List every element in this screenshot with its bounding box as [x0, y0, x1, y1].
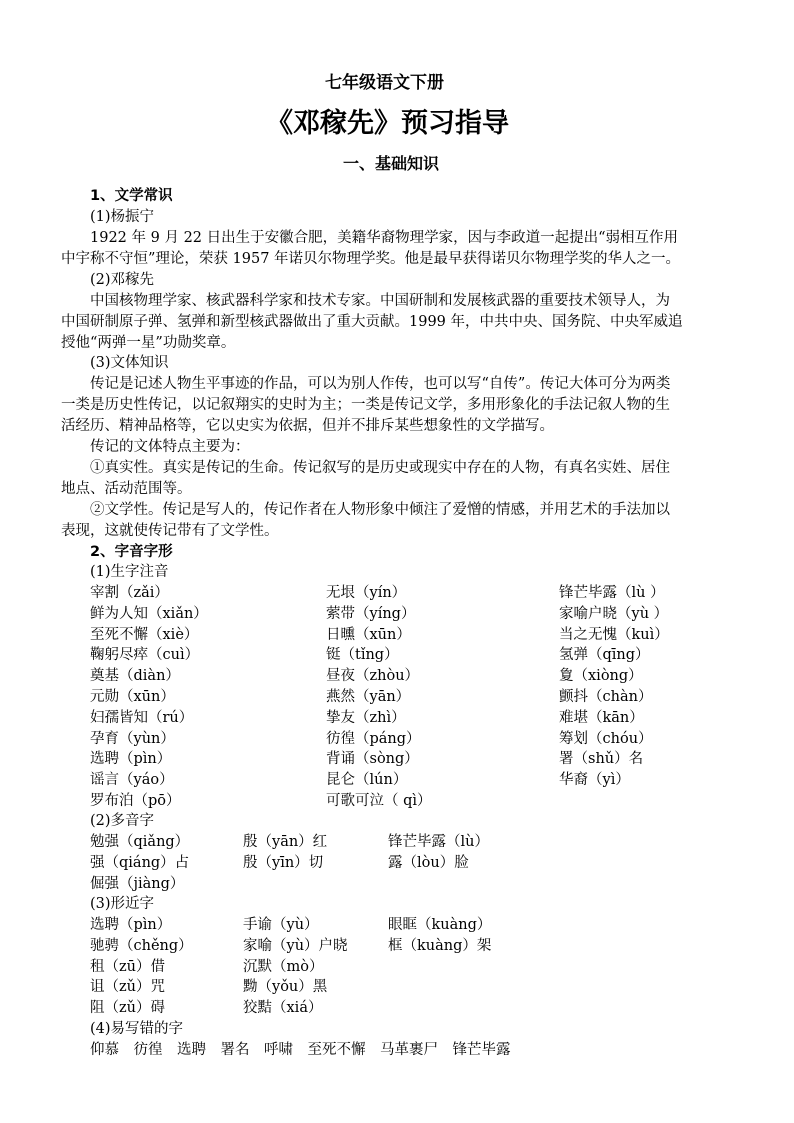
- word-entry: 眼眶（kuàng）: [388, 917, 492, 933]
- word-entry: 无垠（yín）: [326, 585, 407, 601]
- word-entry: 锋芒毕露（lù）: [388, 834, 489, 850]
- table-row: [0, 749, 794, 769]
- misspell-label: (4)易写错的字: [90, 1021, 184, 1037]
- word-entry: 倔强（jiàng）: [90, 875, 185, 892]
- word-entry: 勉强（qiǎng）: [90, 834, 190, 850]
- table-row: [0, 977, 794, 997]
- polyphone-label: (2)多音字: [90, 813, 155, 829]
- table-row: [0, 625, 794, 645]
- word-entry: 阻（zǔ）碍: [90, 1000, 165, 1017]
- word-entry: 驰骋（chěng）: [90, 937, 193, 954]
- word-entry: 当之无愧（kuì）: [559, 626, 669, 643]
- word-entry: 铤（tǐng）: [326, 647, 399, 664]
- feature-2-line-1: ②文学性。传记是写人的，传记作者在人物形象中倾注了爱憎的情感，并用艺术的手法加以: [90, 502, 670, 518]
- table-row: [0, 687, 794, 707]
- yang-line-2: 中宇称不守恒”理论，荣获 1957 年诺贝尔物理学奖。他是最早获得诺贝尔物理学奖的华人之一。: [61, 251, 681, 267]
- word-entry: 昆仑（lún）: [326, 772, 408, 789]
- word-entry: 罗布泊（pō）: [90, 793, 181, 809]
- word-entry: 诅（zǔ）咒: [90, 979, 165, 996]
- deng-line-3: 授他“两弹一星”功勋奖章。: [61, 335, 236, 351]
- table-row: [0, 915, 794, 935]
- table-row: [0, 874, 794, 894]
- new-characters-label: (1)生字注音: [90, 564, 169, 580]
- table-row: [0, 645, 794, 665]
- table-row: [0, 729, 794, 749]
- word-entry: 彷徨（páng）: [326, 730, 421, 747]
- misspell-words: 仰慕 彷徨 选聘 署名 呼啸 至死不懈 马革裹尸 锋芒毕露: [90, 1042, 511, 1058]
- word-entry: 强（qiáng）占: [90, 854, 190, 871]
- yang-line-1: 1922 年 9 月 22 日出生于安徽合肥，美籍华裔物理学家，因与李政道一起提出“弱相互作用: [90, 230, 679, 246]
- table-row: [0, 583, 794, 603]
- word-entry: 燕然（yān）: [326, 689, 411, 705]
- word-entry: 孕育（yùn）: [90, 730, 175, 747]
- table-row: [0, 666, 794, 686]
- word-entry: 至死不懈（xiè）: [90, 626, 199, 643]
- word-entry: 框（kuàng）架: [388, 937, 492, 954]
- word-entry: 昼夜（zhòu）: [326, 668, 420, 685]
- word-entry: 黝（yǒu）黑: [243, 979, 328, 996]
- pronunciation-heading: 2、字音字形: [90, 544, 173, 560]
- deng-line-1: 中国核物理学家、核武器科学家和技术专家。中国研制和发展核武器的重要技术领导人，为: [90, 293, 670, 309]
- table-row: [0, 770, 794, 790]
- genre-line-3: 活经历、精神品格等，它以史实为依据，但并不排斥某些想象性的文学描写。: [61, 418, 554, 434]
- word-entry: 日曛（xūn）: [326, 626, 411, 643]
- word-entry: 露（lòu）脸: [388, 854, 469, 871]
- section-heading: 一、基础知识: [343, 154, 440, 173]
- word-entry: 奠基（diàn）: [90, 668, 180, 685]
- word-entry: 可歌可泣（ qì）: [326, 793, 432, 809]
- table-row: [0, 604, 794, 624]
- yang-label: (1)杨振宁: [90, 209, 155, 225]
- feature-2-line-2: 表现，这就使传记带有了文学性。: [61, 523, 279, 539]
- word-entry: 夐（xiòng）: [559, 668, 643, 685]
- word-entry: 妇孺皆知（rú）: [90, 709, 194, 726]
- table-row: [0, 708, 794, 728]
- word-entry: 氢弹（qīng）: [559, 647, 650, 664]
- table-row: [0, 957, 794, 977]
- genre-label: (3)文体知识: [90, 355, 169, 371]
- word-entry: 手谕（yù）: [243, 917, 319, 933]
- feature-1-line-2: 地点、活动范围等。: [61, 481, 192, 497]
- word-entry: 挚友（zhì）: [326, 709, 406, 726]
- genre-line-1: 传记是记述人物生平事迹的作品，可以为别人作传，也可以写“自传”。传记大体可分为两类: [90, 376, 671, 392]
- table-row: [0, 936, 794, 956]
- features-intro: 传记的文体特点主要为：: [90, 439, 250, 455]
- table-row: [0, 832, 794, 852]
- word-entry: 租（zū）借: [90, 958, 165, 975]
- word-entry: 选聘（pìn）: [90, 917, 172, 933]
- word-entry: 殷（yīn）切: [243, 854, 324, 871]
- table-row: [0, 998, 794, 1018]
- genre-line-2: 一类是历史性传记，以记叙翔实的史时为主；一类是传记文学，多用形象化的手法记叙人物的生: [61, 397, 670, 413]
- table-row: [0, 791, 794, 811]
- word-entry: 家喻户晓（yù ）: [559, 605, 669, 622]
- word-entry: 鞠躬尽瘁（cuì）: [90, 647, 200, 664]
- table-row: [0, 853, 794, 873]
- similar-label: (3)形近字: [90, 896, 155, 912]
- word-entry: 选聘（pìn）: [90, 751, 172, 768]
- word-entry: 萦带（yíng）: [326, 605, 416, 622]
- literature-heading: 1、文学常识: [90, 188, 173, 204]
- word-entry: 锋芒毕露（lù ）: [559, 585, 665, 601]
- word-entry: 宰割（zǎi）: [90, 585, 169, 601]
- word-entry: 难堪（kān）: [559, 709, 644, 726]
- word-entry: 华裔（yì）: [559, 772, 630, 789]
- word-entry: 鲜为人知（xiǎn）: [90, 605, 208, 622]
- word-entry: 狡黠（xiá）: [243, 1000, 323, 1017]
- deng-label: (2)邓稼先: [90, 272, 155, 288]
- word-entry: 殷（yān）红: [243, 834, 328, 850]
- word-entry: 沉默（mò）: [243, 958, 324, 975]
- word-entry: 颤抖（chàn）: [559, 689, 653, 705]
- feature-1-line-1: ①真实性。真实是传记的生命。传记叙写的是历史或现实中存在的人物，有真名实姓、居住: [90, 460, 670, 476]
- word-entry: 筹划（chóu）: [559, 730, 653, 747]
- word-entry: 元勋（xūn）: [90, 689, 175, 705]
- word-entry: 署（shǔ）名: [559, 751, 644, 768]
- word-entry: 背诵（sòng）: [326, 751, 419, 768]
- grade-heading: 七年级语文下册: [325, 73, 444, 93]
- document-title: 《邓稼先》预习指导: [266, 108, 509, 139]
- deng-line-2: 中国研制原子弹、氢弹和新型核武器做出了重大贡献。1999 年，中共中央、国务院、中央军威追: [61, 314, 683, 330]
- word-entry: 谣言（yáo）: [90, 772, 174, 789]
- word-entry: 家喻（yù）户晓: [243, 937, 348, 954]
